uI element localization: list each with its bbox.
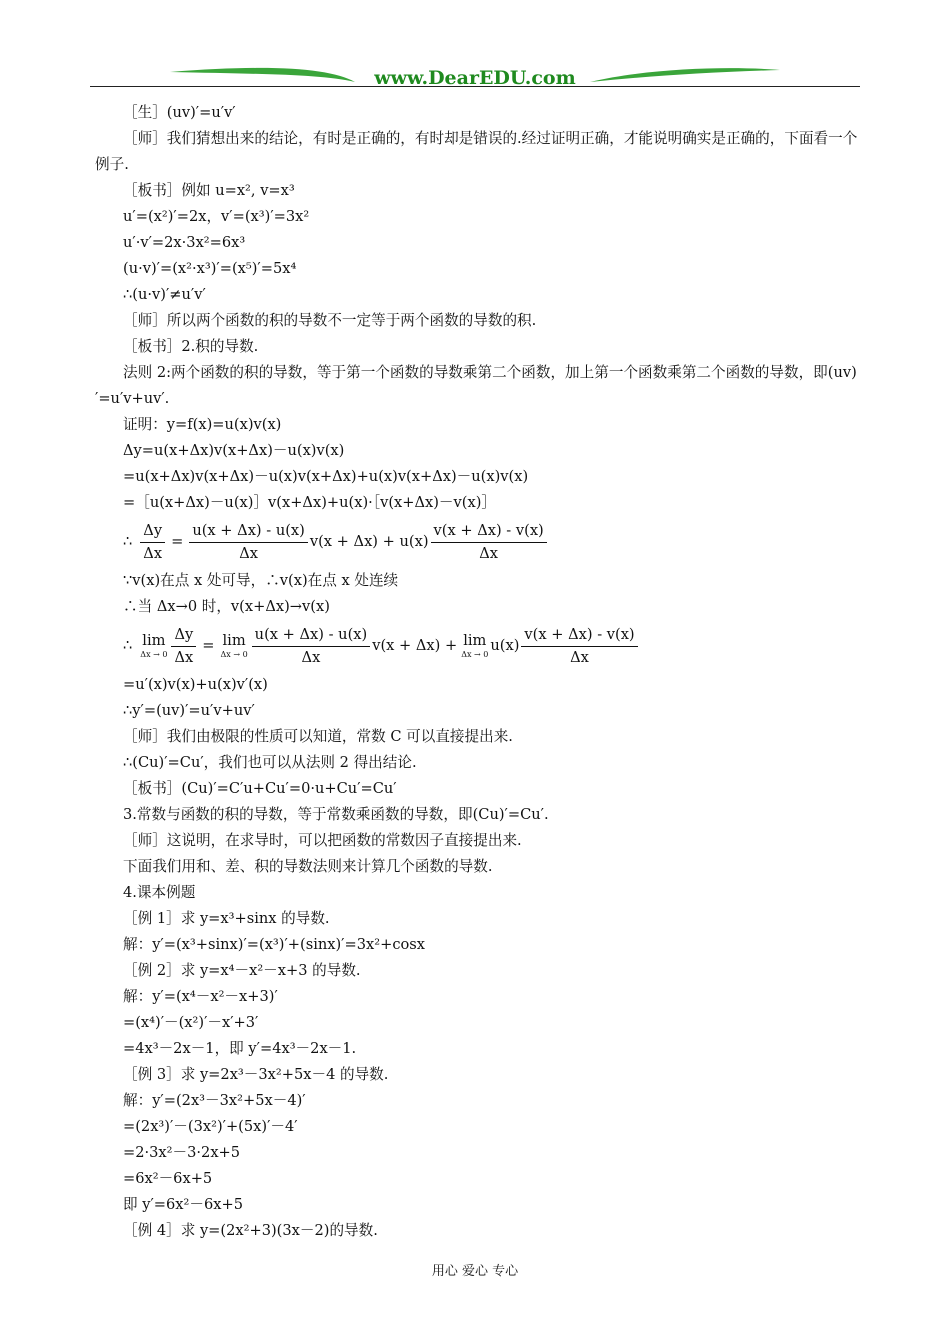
text-line: ［例 3］求 y=2x³－3x²+5x－4 的导数.	[123, 1066, 389, 1083]
text-line: ［板书］例如 u=x², v=x³	[123, 182, 295, 199]
fraction-numerator: u(x + Δx) - u(x)	[252, 624, 371, 647]
site-logo-text: www.DearEDU.com	[374, 67, 576, 89]
text-block-c	[95, 672, 860, 1244]
text-line: ［师］我们由极限的性质可以知道，常数 C 可以直接提出来.	[123, 728, 513, 745]
text-line: ∴当 Δx→0 时，v(x+Δx)→v(x)	[123, 598, 330, 615]
fraction-numerator: v(x + Δx) - v(x)	[521, 624, 637, 647]
formula-u-term: u(x)	[490, 637, 520, 654]
equals-sign: =	[202, 637, 215, 654]
formula-difference-quotient	[95, 516, 860, 568]
text-line: ∴y′=(uv)′=u′v+uv′	[123, 702, 255, 719]
limit-operator	[221, 632, 248, 660]
text-line: 4.课本例题	[123, 884, 196, 901]
header-divider	[90, 86, 860, 87]
text-line: u′=(x²)′=2x，v′=(x³)′=3x²	[123, 208, 310, 225]
fraction-u-difference	[189, 520, 308, 565]
limit-subscript: Δx → 0	[461, 650, 489, 659]
fraction-numerator: Δy	[171, 624, 196, 647]
limit-subscript: Δx → 0	[220, 650, 248, 659]
text-line: ［例 2］求 y=x⁴－x²－x+3 的导数.	[123, 962, 361, 979]
limit-subscript: Δx → 0	[140, 650, 168, 659]
text-line: =4x³－2x－1，即 y′=4x³－2x－1.	[123, 1040, 357, 1057]
fraction-numerator: u(x + Δx) - u(x)	[189, 520, 308, 543]
formula-middle-term: v(x + Δx) +	[372, 637, 458, 654]
text-block-b	[95, 568, 860, 620]
text-line: =2·3x²－3·2x+5	[123, 1144, 241, 1161]
text-line: ［师］我们猜想出来的结论，有时是正确的，有时却是错误的.经过证明正确，才能说明确实是正确的，下面看一个例子.	[95, 130, 858, 173]
text-line: 解：y′=(x⁴－x²－x+3)′	[123, 988, 278, 1005]
text-line: =u′(x)v(x)+u(x)v′(x)	[123, 676, 268, 693]
text-line: ［例 4］求 y=(2x²+3)(3x－2)的导数.	[123, 1222, 378, 1239]
fraction-denominator: Δx	[174, 648, 194, 666]
text-line: ∴(Cu)′=Cu′，我们也可以从法则 2 得出结论.	[123, 754, 417, 771]
fraction-numerator: v(x + Δx) - v(x)	[431, 520, 547, 543]
therefore-symbol: ∴	[123, 637, 133, 654]
limit-operator	[140, 632, 167, 660]
text-line: u′·v′=2x·3x²=6x³	[123, 234, 246, 251]
text-line: (u·v)′=(x²·x³)′=(x⁵)′=5x⁴	[123, 260, 297, 277]
text-line: 解：y′=(2x³－3x²+5x－4)′	[123, 1092, 306, 1109]
text-line: ∴(u·v)′≠u′v′	[123, 286, 206, 303]
document-body	[95, 100, 860, 1244]
limit-label: lim	[142, 632, 166, 649]
fraction-v-difference	[431, 520, 547, 565]
equals-sign: =	[171, 533, 184, 550]
text-line: =(2x³)′－(3x²)′+(5x)′－4′	[123, 1118, 298, 1135]
text-line: 即 y′=6x²－6x+5	[123, 1196, 244, 1213]
text-line: ［生］(uv)′=u′v′	[123, 104, 236, 121]
fraction-denominator: Δx	[479, 544, 499, 562]
text-line: Δy=u(x+Δx)v(x+Δx)－u(x)v(x)	[123, 442, 345, 459]
fraction-denominator: Δx	[301, 648, 321, 666]
text-line: ［师］这说明，在求导时，可以把函数的常数因子直接提出来.	[123, 832, 522, 849]
fraction-dy-dx	[140, 520, 165, 565]
text-line: =(x⁴)′－(x²)′－x′+3′	[123, 1014, 259, 1031]
text-line: ［板书］2.积的导数.	[123, 338, 259, 355]
limit-label: lim	[222, 632, 246, 649]
formula-middle-term: v(x + Δx) + u(x)	[309, 533, 429, 550]
fraction-dy-dx	[171, 624, 196, 669]
text-line: 下面我们用和、差、积的导数法则来计算几个函数的导数.	[123, 858, 493, 875]
page-footer: 用心 爱心 专心	[431, 1264, 519, 1279]
text-line: =［u(x+Δx)－u(x)］v(x+Δx)+u(x)·［v(x+Δx)－v(x)］	[123, 494, 496, 511]
fraction-denominator: Δx	[239, 544, 258, 562]
fraction-v-difference	[521, 624, 637, 669]
banner-swoosh-graphic	[90, 60, 860, 92]
therefore-symbol: ∴	[123, 533, 133, 550]
fraction-numerator: Δy	[140, 520, 165, 543]
text-line: =u(x+Δx)v(x+Δx)－u(x)v(x+Δx)+u(x)v(x+Δx)－u(x)v(x)	[123, 468, 529, 485]
fraction-denominator: Δx	[143, 544, 163, 562]
limit-label: lim	[463, 632, 487, 649]
limit-operator	[461, 632, 488, 660]
text-line: ∵v(x)在点 x 处可导，∴v(x)在点 x 处连续	[123, 572, 399, 589]
text-line: 3.常数与函数的积的导数，等于常数乘函数的导数，即(Cu)′=Cu′.	[123, 806, 549, 823]
text-line: 解：y′=(x³+sinx)′=(x³)′+(sinx)′=3x²+cosx	[123, 936, 425, 953]
text-line: ［师］所以两个函数的积的导数不一定等于两个函数的导数的积.	[123, 312, 537, 329]
site-banner	[90, 60, 860, 92]
formula-limit	[95, 620, 860, 672]
fraction-u-difference	[252, 624, 371, 669]
text-line: 证明：y=f(x)=u(x)v(x)	[123, 416, 282, 433]
text-line: 法则 2:两个函数的积的导数，等于第一个函数的导数乘第二个函数，加上第一个函数乘第二个函数的导数，即(uv)′=u′v+uv′.	[95, 364, 857, 407]
text-line: ［板书］(Cu)′=C′u+Cu′=0·u+Cu′=Cu′	[123, 780, 397, 797]
text-line: =6x²－6x+5	[123, 1170, 213, 1187]
text-block-a	[95, 100, 860, 516]
fraction-denominator: Δx	[570, 648, 589, 666]
text-line: ［例 1］求 y=x³+sinx 的导数.	[123, 910, 330, 927]
